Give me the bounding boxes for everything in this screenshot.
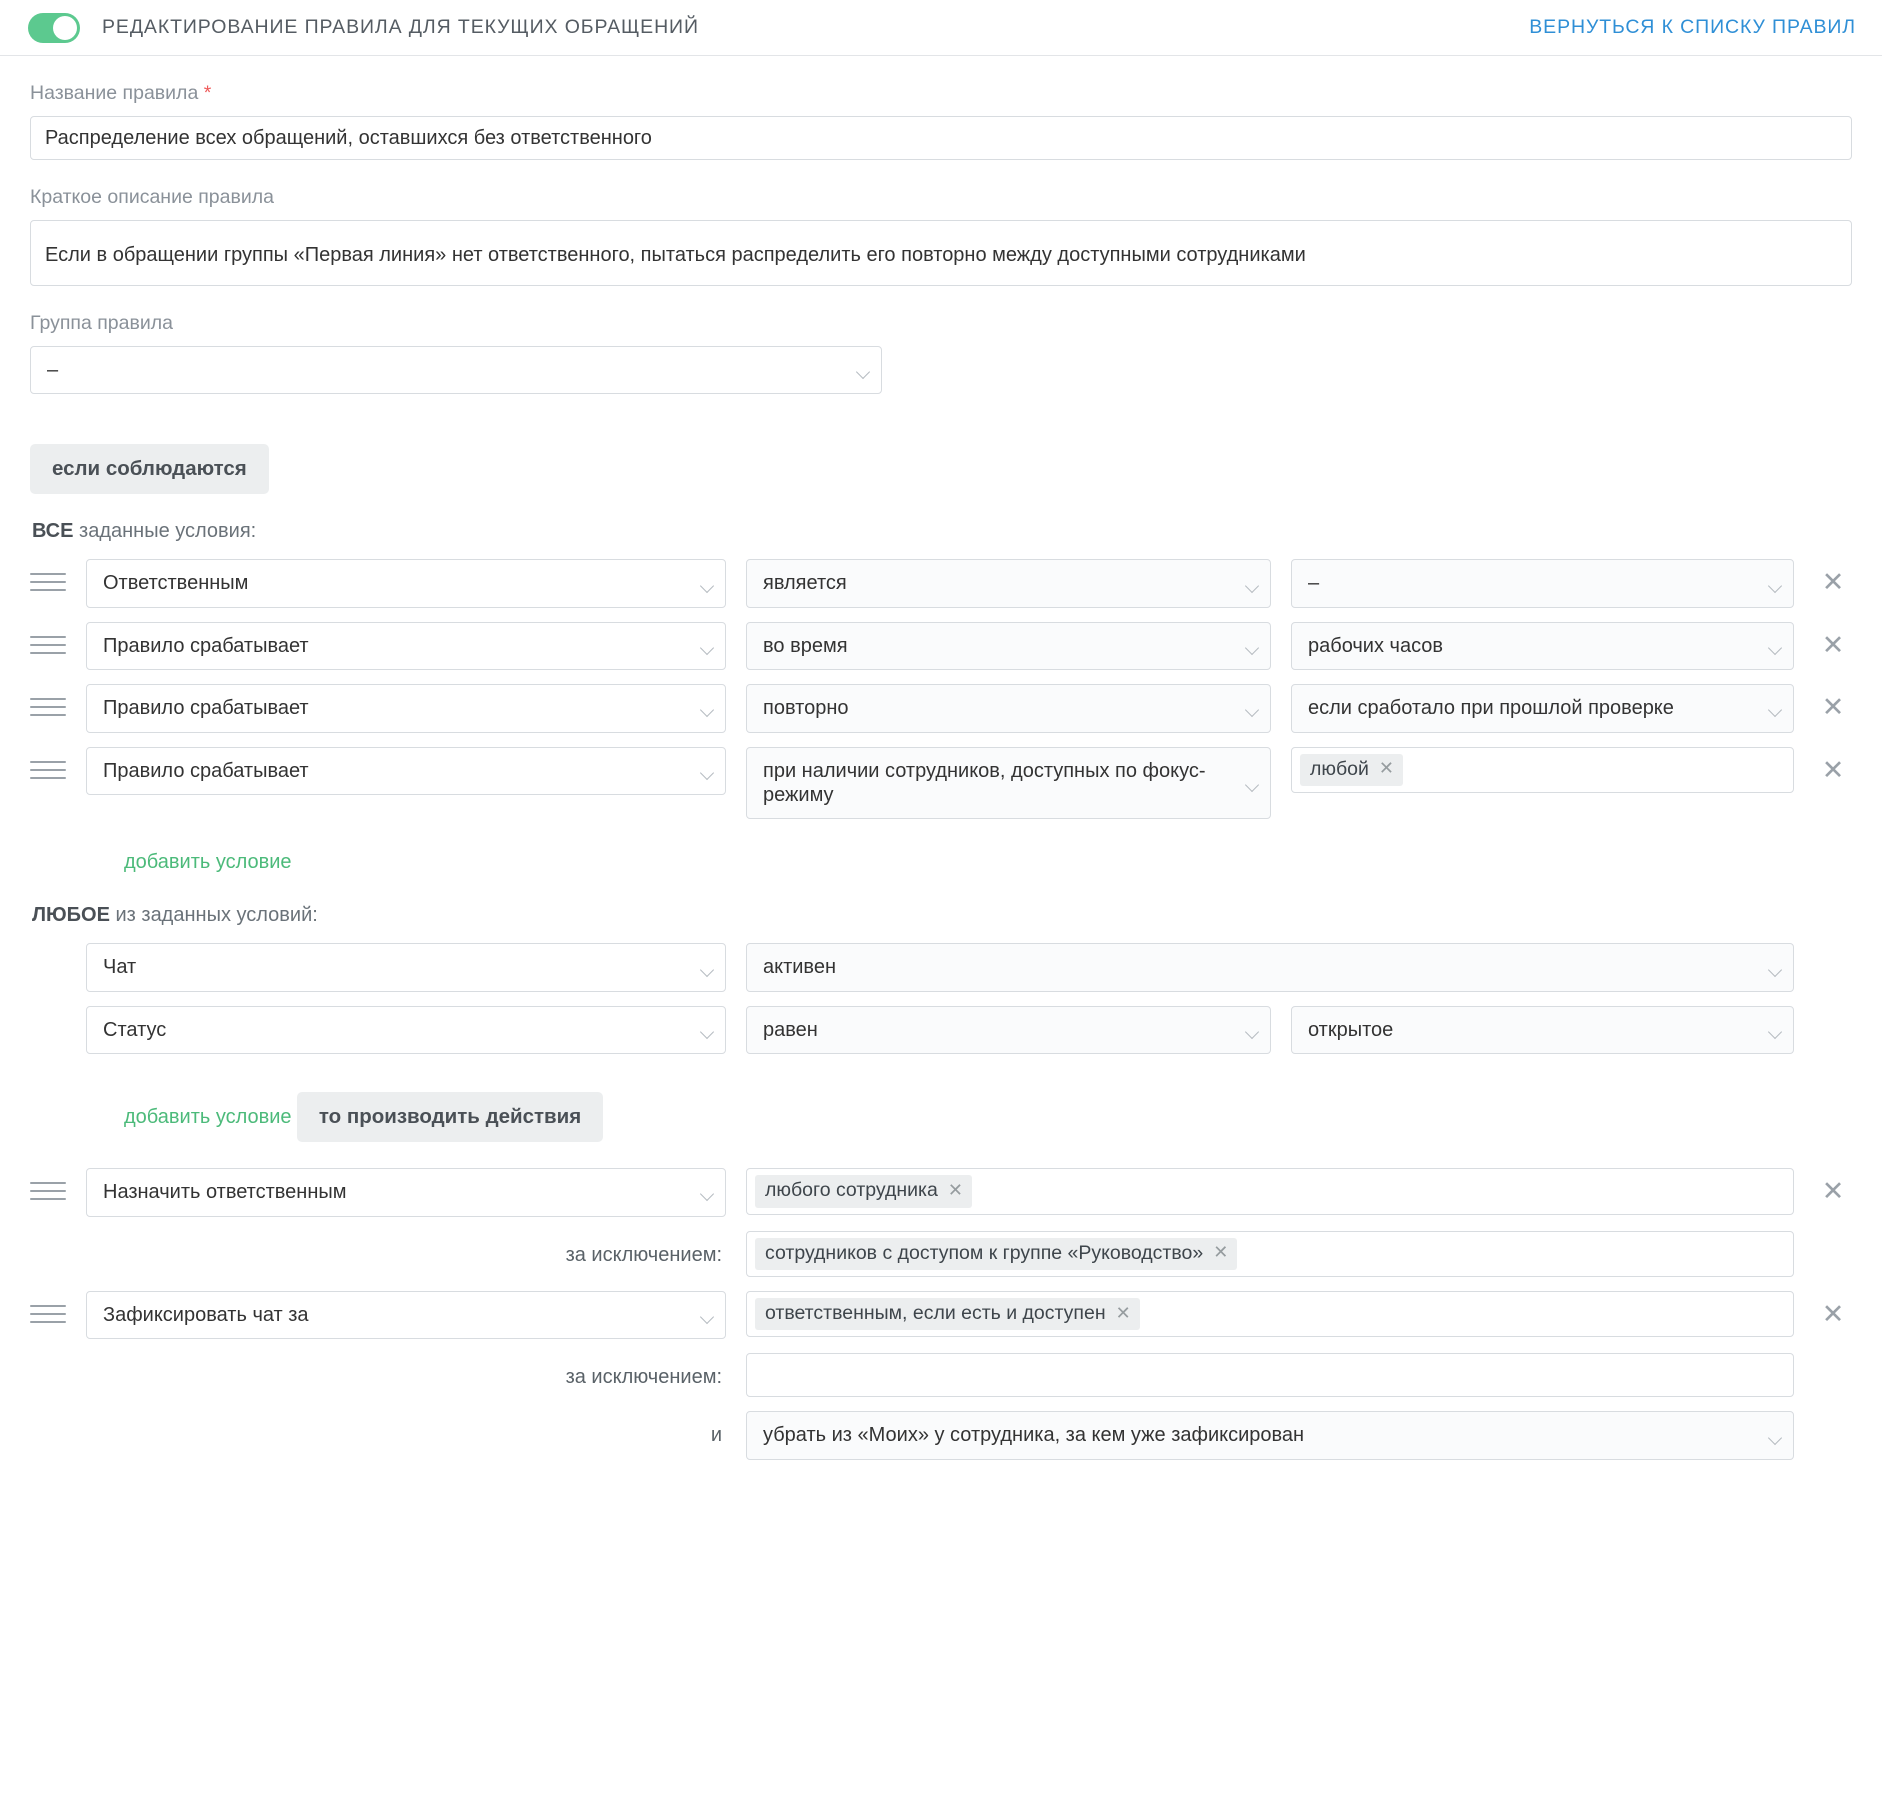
- action-target-tag-field[interactable]: [746, 1291, 1794, 1337]
- action-target-tag-input[interactable]: [746, 1291, 1794, 1337]
- action-target-tag-field[interactable]: [746, 1168, 1794, 1214]
- condition-subject-select[interactable]: [86, 622, 726, 670]
- action-select[interactable]: [86, 1168, 726, 1216]
- condition-tag-input[interactable]: [1291, 747, 1794, 793]
- tag-remove-icon[interactable]: ✕: [947, 1179, 963, 1200]
- remove-action-icon[interactable]: ✕: [1821, 1176, 1845, 1207]
- rule-group-select[interactable]: [30, 346, 882, 394]
- action-select[interactable]: [86, 1291, 726, 1339]
- action-exception-row: [30, 1231, 1852, 1277]
- condition-value-select[interactable]: [1291, 1006, 1794, 1054]
- rule-description-field-group: [30, 186, 1852, 286]
- condition-row: [30, 1006, 1852, 1054]
- top-bar: [0, 0, 1882, 56]
- drag-handle-icon[interactable]: [30, 684, 66, 716]
- toggle-knob: [53, 16, 77, 40]
- actions-section-pill: то производить действия: [297, 1092, 603, 1142]
- condition-operator-value[interactable]: активен: [746, 943, 1794, 991]
- condition-value-select[interactable]: [1291, 622, 1794, 670]
- tag-label: сотрудников с доступом к группе «Руководство»: [765, 1241, 1204, 1264]
- remove-action-icon[interactable]: ✕: [1821, 1298, 1845, 1329]
- condition-value-select[interactable]: [1291, 559, 1794, 607]
- tag-remove-icon[interactable]: ✕: [1213, 1242, 1229, 1263]
- add-condition-any-link[interactable]: добавить условие: [124, 1106, 292, 1129]
- condition-operator-value[interactable]: повторно: [746, 684, 1271, 732]
- condition-operator-select[interactable]: [746, 943, 1794, 991]
- drag-handle-placeholder: [30, 1006, 66, 1038]
- condition-subject-value[interactable]: Правило срабатывает: [86, 684, 726, 732]
- condition-value-value[interactable]: –: [1291, 559, 1794, 607]
- tag-label: любого сотрудника: [765, 1179, 938, 1202]
- drag-handle-icon[interactable]: [30, 559, 66, 591]
- remove-condition-icon[interactable]: ✕: [1821, 754, 1845, 785]
- rule-group-select-value[interactable]: –: [30, 346, 882, 394]
- condition-operator-select[interactable]: [746, 622, 1271, 670]
- action-exception-tag-input[interactable]: [746, 1353, 1794, 1397]
- exception-label: за исключением:: [565, 1243, 722, 1266]
- rule-name-field-group: [30, 82, 1852, 160]
- and-label: и: [710, 1424, 722, 1447]
- condition-row: [30, 684, 1852, 732]
- condition-operator-select[interactable]: [746, 684, 1271, 732]
- action-select-value[interactable]: Зафиксировать чат за: [86, 1291, 726, 1339]
- condition-operator-value[interactable]: является: [746, 559, 1271, 607]
- action-extra-row: [30, 1411, 1852, 1459]
- all-conditions-heading-strong: ВСЕ: [32, 520, 74, 543]
- condition-subject-select[interactable]: [86, 1006, 726, 1054]
- rule-description-label: Краткое описание правила: [30, 186, 274, 208]
- conditions-section-pill: если соблюдаются: [30, 444, 269, 494]
- remove-condition-icon[interactable]: ✕: [1821, 567, 1845, 598]
- condition-subject-value[interactable]: Правило срабатывает: [86, 747, 726, 795]
- rule-name-label: [30, 82, 1852, 105]
- action-select-value[interactable]: Назначить ответственным: [86, 1168, 726, 1216]
- rule-name-input[interactable]: [30, 116, 1852, 160]
- condition-operator-select[interactable]: [746, 1006, 1271, 1054]
- drag-handle-icon[interactable]: [30, 1168, 66, 1200]
- action-extra-select-value[interactable]: убрать из «Моих» у сотрудника, за кем уже зафиксирован: [746, 1411, 1794, 1459]
- tag-label: ответственным, если есть и доступен: [765, 1301, 1106, 1324]
- tag-remove-icon[interactable]: ✕: [1378, 758, 1395, 779]
- condition-operator-value[interactable]: во время: [746, 622, 1271, 670]
- tag-chip: [755, 1238, 1237, 1270]
- drag-handle-icon[interactable]: [30, 747, 66, 779]
- action-row: [30, 1291, 1852, 1339]
- condition-value-value[interactable]: рабочих часов: [1291, 622, 1794, 670]
- exception-label: за исключением:: [565, 1366, 722, 1389]
- condition-subject-select[interactable]: [86, 747, 726, 795]
- condition-tag-field[interactable]: [1291, 747, 1794, 793]
- condition-operator-value[interactable]: равен: [746, 1006, 1271, 1054]
- page-body: [0, 56, 1882, 1514]
- condition-row: [30, 622, 1852, 670]
- required-asterisk: *: [203, 82, 212, 104]
- condition-subject-value[interactable]: Ответственным: [86, 559, 726, 607]
- condition-operator-value[interactable]: при наличии сотрудников, доступных по фокус-режиму: [746, 747, 1271, 820]
- back-to-rules-link[interactable]: ВЕРНУТЬСЯ К СПИСКУ ПРАВИЛ: [1529, 16, 1856, 38]
- action-exception-tag-field[interactable]: [746, 1231, 1794, 1277]
- rule-group-label: Группа правила: [30, 312, 173, 334]
- condition-subject-select[interactable]: [86, 943, 726, 991]
- action-row: [30, 1168, 1852, 1216]
- drag-handle-icon[interactable]: [30, 622, 66, 654]
- condition-operator-select[interactable]: [746, 559, 1271, 607]
- tag-chip: [1300, 754, 1403, 786]
- remove-condition-icon[interactable]: ✕: [1821, 692, 1845, 723]
- condition-value-value[interactable]: открытое: [1291, 1006, 1794, 1054]
- drag-handle-placeholder: [30, 943, 66, 975]
- condition-row: [30, 747, 1852, 820]
- action-target-tag-input[interactable]: [746, 1168, 1794, 1214]
- any-conditions-heading-rest: из заданных условий:: [109, 904, 318, 927]
- any-conditions-heading: [32, 904, 1852, 927]
- rule-group-field-group: [30, 312, 1852, 394]
- condition-subject-value[interactable]: Правило срабатывает: [86, 622, 726, 670]
- tag-label: любой: [1310, 757, 1369, 780]
- condition-row: [30, 943, 1852, 991]
- rule-description-input[interactable]: [30, 220, 1852, 286]
- tag-chip: [755, 1298, 1140, 1330]
- all-conditions-heading-rest: заданные условия:: [73, 520, 257, 543]
- action-exception-tag-field[interactable]: [746, 1353, 1794, 1397]
- condition-value-value[interactable]: если сработало при прошлой проверке: [1291, 684, 1794, 732]
- tag-chip: [755, 1175, 972, 1207]
- action-exception-tag-input[interactable]: [746, 1231, 1794, 1277]
- remove-condition-icon[interactable]: ✕: [1821, 629, 1845, 660]
- action-extra-select[interactable]: [746, 1411, 1794, 1459]
- action-exception-row: [30, 1353, 1852, 1397]
- all-conditions-heading: [32, 520, 1852, 543]
- rule-name-label-text: Название правила: [30, 82, 199, 104]
- rule-enabled-toggle[interactable]: [28, 13, 80, 43]
- condition-subject-select[interactable]: [86, 684, 726, 732]
- add-condition-all-link[interactable]: добавить условие: [124, 851, 292, 874]
- condition-operator-select[interactable]: [746, 747, 1271, 820]
- drag-handle-icon[interactable]: [30, 1291, 66, 1323]
- condition-subject-select[interactable]: [86, 559, 726, 607]
- condition-value-select[interactable]: [1291, 684, 1794, 732]
- condition-subject-value[interactable]: Чат: [86, 943, 726, 991]
- condition-row: [30, 559, 1852, 607]
- any-conditions-heading-strong: ЛЮБОЕ: [32, 904, 110, 927]
- tag-remove-icon[interactable]: ✕: [1115, 1302, 1131, 1323]
- page-title: РЕДАКТИРОВАНИЕ ПРАВИЛА ДЛЯ ТЕКУЩИХ ОБРАЩЕНИЙ: [102, 16, 699, 38]
- condition-subject-value[interactable]: Статус: [86, 1006, 726, 1054]
